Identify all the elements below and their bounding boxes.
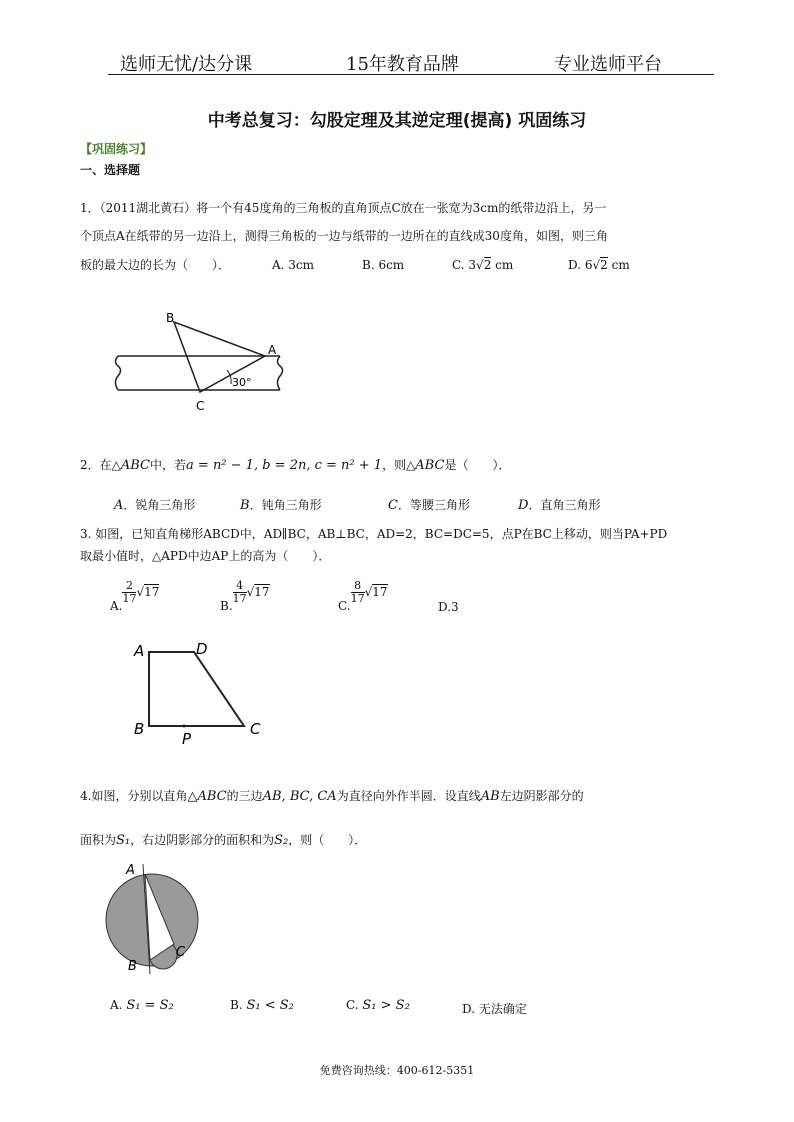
q1-line3: 板的最大边的长为（ ）．: [80, 258, 231, 272]
q3-line1: 3. 如图，已知直角梯形ABCD中，AD∥BC，AB⊥BC，AD=2，BC=DC=5，点P在BC上移动，则当PA+PD: [80, 527, 668, 541]
footer-hotline: 免费咨询热线：400-612-5351: [319, 1064, 475, 1077]
q3-option-b: B. $\frac{4}{17}$ √17: [220, 579, 270, 613]
label-b: B: [134, 720, 145, 738]
q1-figure: [110, 308, 290, 416]
q4-option-d: D. 无法确定: [462, 1002, 527, 1016]
q1-option-c: C. 3√2 cm: [452, 258, 514, 272]
section-heading: 一、选择题: [80, 163, 141, 177]
q3-option-d: D.3: [438, 600, 459, 614]
label-b: B: [166, 311, 175, 325]
q3-line2: 取最小值时，△APD中边AP上的高为（ ）．: [80, 549, 331, 563]
q3-option-a: A. $\frac{2}{17}$ √17: [110, 579, 160, 613]
q3-figure: [128, 636, 273, 746]
q4-line1: 4.如图，分别以直角△ABC的三边AB, BC, CA为直径向外作半圆．设直线AB左边阴影部分的: [80, 789, 584, 804]
label-a: A: [126, 863, 135, 878]
label-c: C: [250, 720, 261, 738]
header-left: 选师无忧/达分课: [120, 54, 253, 75]
q2-option-c: C．等腰三角形: [388, 498, 470, 513]
label-p: P: [182, 730, 192, 746]
header-center: 15年教育品牌: [346, 54, 459, 75]
label-c: C: [176, 945, 186, 960]
strip-right-break: [278, 356, 283, 390]
label-b: B: [128, 959, 137, 974]
q1-line1: 1．（2011湖北黄石）将一个有45度角的三角板的直角顶点C放在一张宽为3cm的纸带边沿上，另一: [80, 201, 607, 215]
q1-option-d: D. 6√2 cm: [568, 258, 630, 272]
q3-option-c: C. $\frac{8}{17}$ √17: [338, 579, 388, 613]
label-d: D: [196, 640, 208, 658]
q1-option-a: A. 3cm: [272, 258, 315, 272]
q4-option-b: B. S₁ < S₂: [230, 998, 294, 1013]
q1-line2: 个顶点A在纸带的另一边沿上，测得三角板的一边与纸带的一边所在的直线成30度角，如图，则三角: [80, 229, 608, 243]
header-divider: [108, 74, 714, 75]
q4-line2: 面积为S₁，右边阴影部分的面积和为S₂，则（ ）．: [80, 833, 367, 848]
q2-option-a: A．锐角三角形: [114, 498, 196, 513]
page-title: 中考总复习：勾股定理及其逆定理(提高) 巩固练习: [207, 111, 587, 131]
q4-option-a: A. S₁ = S₂: [110, 998, 174, 1013]
q1-option-b: B. 6cm: [362, 258, 405, 272]
point-p: [183, 725, 186, 728]
section-tag: 【巩固练习】: [80, 142, 153, 156]
label-angle: 30°: [232, 376, 252, 389]
q2-option-b: B．钝角三角形: [240, 498, 322, 513]
header-right: 专业选师平台: [554, 54, 662, 75]
q2-stem: 2．在△ABC中，若a = n² − 1, b = 2n, c = n² + 1，则△ABC是（ ）．: [80, 458, 511, 473]
q4-figure: [100, 860, 210, 978]
q2-option-d: D．直角三角形: [518, 498, 601, 513]
label-c: C: [196, 399, 205, 413]
strip-left-break: [116, 356, 121, 390]
label-a: A: [134, 642, 145, 660]
label-a: A: [268, 343, 277, 357]
trapezoid-abcd: [149, 652, 244, 726]
q4-option-c: C. S₁ > S₂: [346, 998, 410, 1013]
